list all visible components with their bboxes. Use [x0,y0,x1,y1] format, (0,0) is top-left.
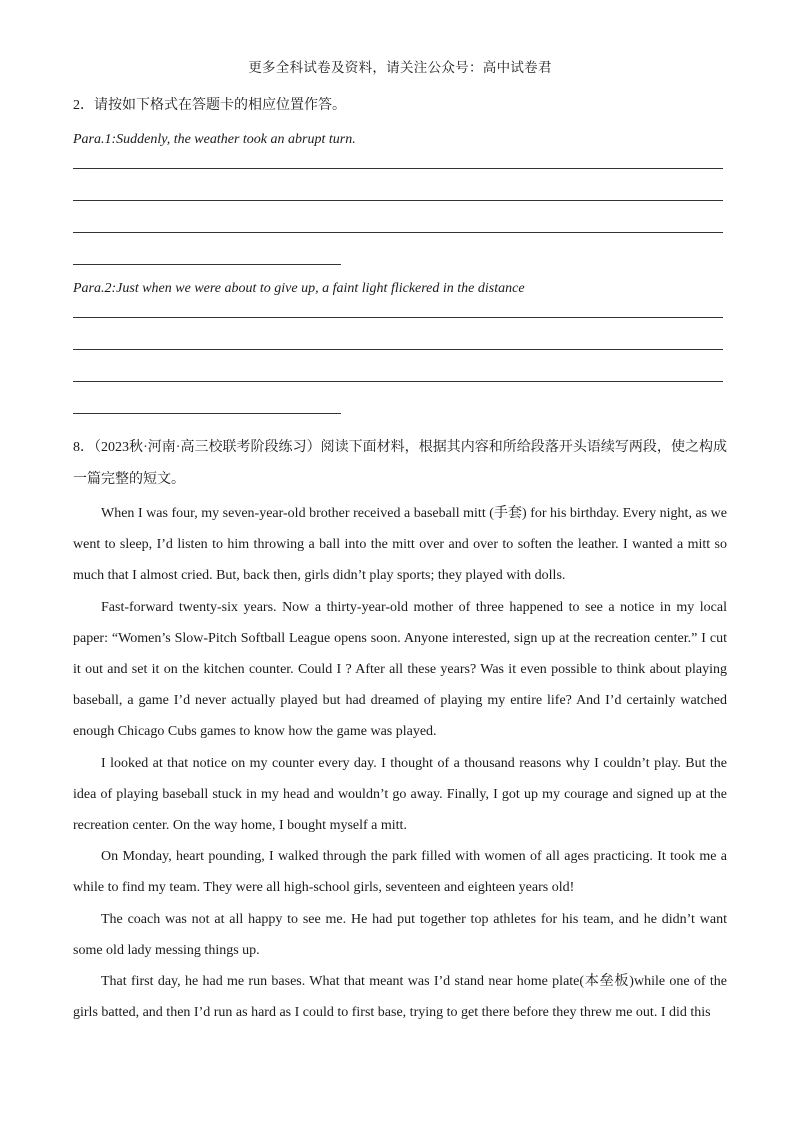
answer-line [73,168,723,169]
passage-paragraph: The coach was not at all happy to see me. He had put together top athletes for his team, and he didn’t want some old lady messing things up. [73,911,727,958]
answer-line-short [73,264,341,265]
para2-label: Para.2:Just when we were about to give up, a faint light flickered in the distance [73,281,525,296]
answer-line [73,200,723,201]
answer-line [73,232,723,233]
passage-paragraph: When I was four, my seven-year-old brother received a baseball mitt (手套) for his birthday. Every night, as we went to sleep, I’d listen to him throwing a ball into the mitt over and over to soften the leather. I wanted a mitt so much that I almost cried. But, back then, girls didn’t play sports; they played with dolls. [73,506,727,584]
passage-paragraph: That first day, he had me run bases. What that meant was I’d stand near home plate(本垒板)while one of the girls batted, and then I’d run as hard as I could to first base, trying to get there before they threw me out. I did this [73,974,727,1021]
q2-instruction: 2．请按如下格式在答题卡的相应位置作答。 [73,98,346,113]
passage-paragraph: Fast-forward twenty-six years. Now a thirty-year-old mother of three happened to see a notice in my local paper: “Women’s Slow-Pitch Softball League opens soon. Anyone interested, sign up at the recreation center.” I cut it out and set it on the kitchen counter. Could I ? After all these years? Was it even possible to think about playing baseball, a game I’d never actually played but had dreamed of playing my entire life? And I’d certainly watched enough Chicago Cubs games to know how the game was played. [73,599,727,740]
answer-line [73,381,723,382]
passage-paragraph: On Monday, heart pounding, I walked through the park filled with women of all ages practicing. It took me a while to find my team. They were all high-school girls, seventeen and eighteen years old! [73,849,727,896]
para1-answer-lines [73,168,727,265]
para1-label: Para.1:Suddenly, the weather took an abrupt turn. [73,132,356,147]
page-header: 更多全科试卷及资料，请关注公众号：高中试卷君 [248,60,552,75]
document-body [73,96,727,1028]
para2-answer-lines [73,317,727,414]
q8-passage [73,498,727,1028]
answer-line [73,317,723,318]
answer-line [73,349,723,350]
q8-intro: 8．（2023秋·河南·高三校联考阶段练习）阅读下面材料，根据其内容和所给段落开头语续写两段，使之构成一篇完整的短文。 [73,440,727,487]
passage-paragraph: I looked at that notice on my counter every day. I thought of a thousand reasons why I couldn’t play. But the idea of playing baseball stuck in my head and wouldn’t go away. Finally, I got up my courage and signed up at the recreation center. On the way home, I bought myself a mitt. [73,755,727,834]
